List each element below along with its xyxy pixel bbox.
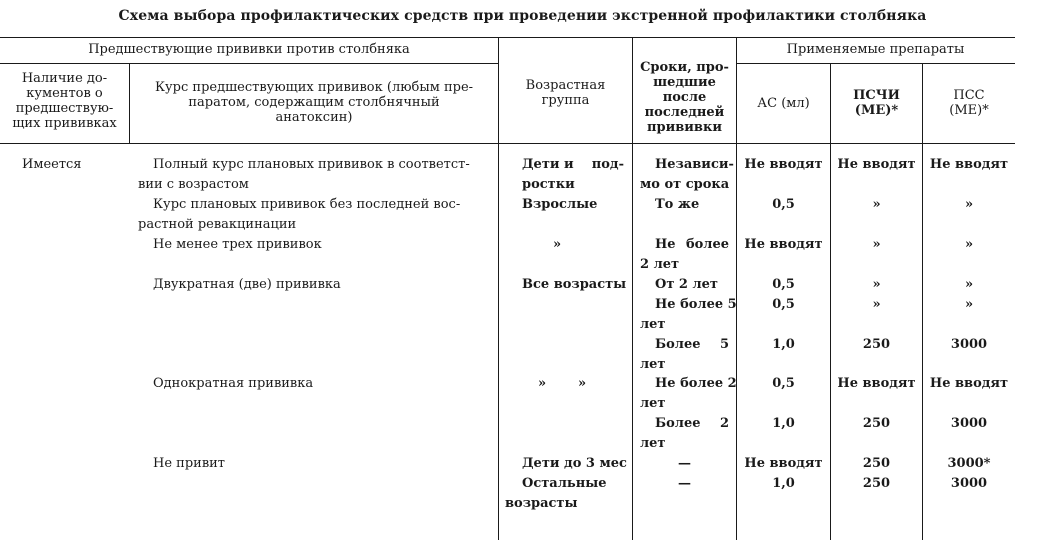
term-independent: мо от срока [640,177,730,192]
pschi-value: 250 [862,337,891,352]
pss-value: » [964,277,974,292]
rule-col-course [498,37,499,540]
table-title: Схема выбора профилактических средств при проведении экстренной профилактики столбняка [118,8,927,24]
age-ditto: » [578,376,587,391]
as-value: Не вводят [744,237,823,252]
term-word: 2 [719,416,729,431]
age-children-word: Дети и [522,157,574,172]
header-pschi-line: ПСЧИ [853,88,900,103]
term-not-more-2b: Не более 2 [655,376,737,391]
age-children: ростки [522,177,575,192]
term-dash: — [678,456,691,471]
header-terms-line: Сроки, про- [640,60,729,75]
pss-value: » [964,297,974,312]
term-word: 5 [719,337,729,352]
header-pss [923,88,1015,118]
pss-value: » [964,197,974,212]
as-value: Не вводят [744,456,823,471]
header-docs-line: кументов о [26,86,103,101]
rule-header-bottom [0,143,1015,144]
as-value: 0,5 [772,376,795,391]
header-terms-line: шедшие после [653,75,716,105]
pschi-value: Не вводят [837,376,916,391]
term-more-2: лет [640,436,666,451]
course-three: Не менее трех прививок [153,237,322,252]
pschi-value: Не вводят [837,157,916,172]
age-ditto: » [538,376,547,391]
as-value: 0,5 [772,197,795,212]
header-as: АС (мл) [757,96,810,111]
header-pschi [831,88,922,118]
term-not-more-5: лет [640,317,666,332]
docs-available: Имеется [22,157,82,172]
header-terms [633,60,736,135]
age-children-word: под- [591,157,624,172]
as-value: 0,5 [772,297,795,312]
header-docs-line: щих прививках [12,116,117,131]
header-course-line: анатоксин) [275,110,353,125]
term-word: более [685,237,729,252]
as-value: 1,0 [772,416,795,431]
header-age-line: группа [541,93,590,108]
age-others: возрасты [505,496,578,511]
term-not-more-5: Не более 5 [655,297,737,312]
term-more-5 [655,335,729,355]
as-value: Не вводят [744,157,823,172]
course-no-revaccination: растной ревакцинации [138,217,297,232]
header-course-line: паратом, содержащим столбнячный [188,95,440,110]
term-word: Более [655,337,701,352]
header-group-previous: Предшествующие прививки против столбняка [88,42,410,57]
age-under-3-months: Дети до 3 мес [522,456,627,471]
term-not-more-2 [655,235,729,255]
course-two: Двукратная (две) прививка [153,277,341,292]
header-pss-line: (МЕ)* [949,103,989,118]
course-full: Полный курс плановых прививок в соответст- [153,157,470,172]
term-word: Не [655,237,676,252]
term-same: То же [655,197,700,212]
header-docs-line: Наличие до- [21,71,108,86]
header-pschi-line: (МЕ)* [854,103,899,118]
header-age [499,78,632,108]
rule-top [0,37,1015,38]
header-age-line: Возрастная [525,78,606,93]
age-ditto: » [553,237,562,252]
pss-value: 3000 [950,416,988,431]
course-one: Однократная прививка [153,376,314,391]
course-full: вии с возрастом [138,177,249,192]
pss-value: » [964,237,974,252]
pschi-value: » [872,237,881,252]
pschi-value: » [872,277,881,292]
age-others: Остальные [522,476,607,491]
pss-value: Не вводят [929,157,1009,172]
term-from-2: От 2 лет [655,277,718,292]
pschi-value: 250 [862,416,891,431]
header-course [130,80,498,125]
as-value: 1,0 [772,476,795,491]
header-terms-line: прививки [647,120,722,135]
rule-group-right [736,63,1015,64]
age-children [522,155,624,175]
pschi-value: 250 [862,476,891,491]
rule-group-left [0,63,498,64]
header-docs [0,71,129,131]
header-pss-line: ПСС [953,88,985,103]
pss-value: 3000* [947,456,991,471]
pss-value: Не вводят [929,376,1009,391]
age-adults: Взрослые [522,197,598,212]
as-value: 0,5 [772,277,795,292]
age-all: Все возрасты [522,277,627,292]
header-terms-line: последней [644,105,725,120]
term-not-more-2: 2 лет [640,257,680,272]
term-word: Более [655,416,701,431]
pss-value: 3000 [950,476,988,491]
course-no-revaccination: Курс плановых прививок без последней вос- [153,197,461,212]
pschi-value: » [872,297,881,312]
as-value: 1,0 [772,337,795,352]
term-dash: — [678,476,691,491]
pschi-value: » [872,197,881,212]
header-group-preparations: Применяемые препараты [786,42,965,57]
term-more-5: лет [640,357,666,372]
course-none: Не привит [153,456,225,471]
header-docs-line: предшествую- [15,101,114,116]
term-more-2 [655,414,729,434]
term-independent: Независи- [655,157,734,172]
pschi-value: 250 [862,456,891,471]
term-not-more-2b: лет [640,396,666,411]
pss-value: 3000 [950,337,988,352]
header-course-line: Курс предшествующих прививок (любым пре- [154,80,474,95]
